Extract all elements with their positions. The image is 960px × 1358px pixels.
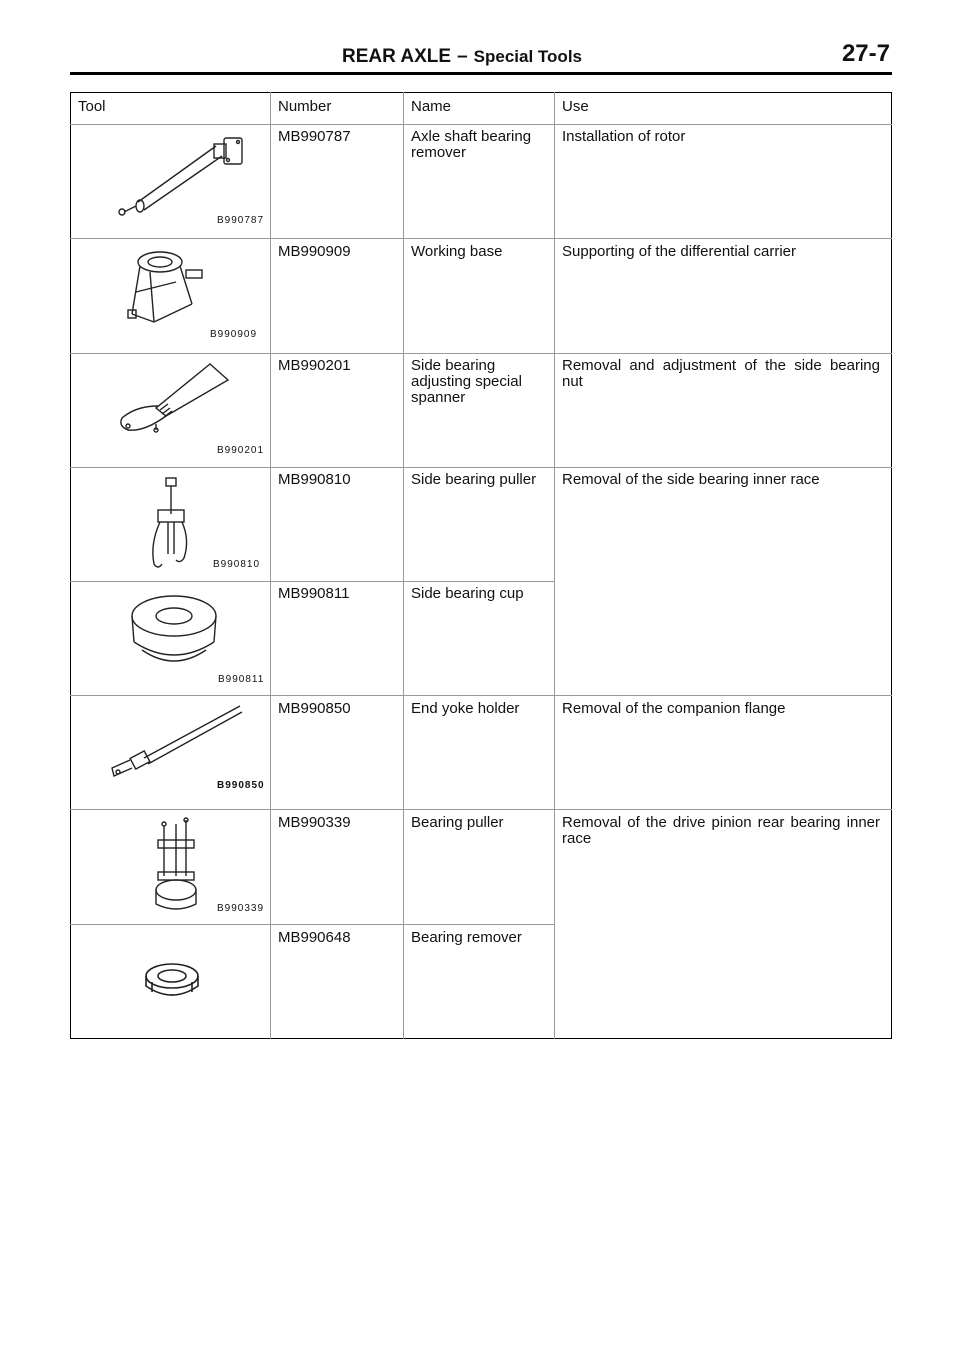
tool-number: MB990909 — [278, 243, 351, 260]
tool-use: Removal and adjustment of the side bearing nut — [562, 357, 880, 390]
page-number: 27-7 — [841, 40, 890, 67]
row-divider — [70, 467, 892, 468]
tool-number: MB990201 — [278, 357, 351, 374]
bearing-remover-icon — [142, 960, 202, 1004]
row-divider — [70, 809, 892, 810]
page-header — [70, 40, 892, 75]
tool-use: Removal of the companion flange — [562, 700, 786, 717]
bearing-cup-icon — [126, 592, 222, 672]
end-yoke-holder-icon — [104, 702, 244, 782]
tool-name: Working base — [411, 243, 503, 260]
tool-use: Removal of the side bearing inner race — [562, 471, 820, 488]
side-bearing-puller-icon — [146, 474, 206, 574]
tool-code-label: B990339 — [217, 903, 265, 914]
tool-code-label: B990811 — [218, 674, 265, 685]
column-header-use: Use — [562, 98, 589, 115]
tool-name: Side bearing puller — [411, 471, 537, 488]
tool-code-label: B990909 — [210, 329, 258, 340]
column-divider — [554, 92, 555, 1039]
tool-use: Removal of the drive pinion rear bearing inner race — [562, 814, 880, 847]
tool-number: MB990850 — [278, 700, 351, 717]
spanner-icon — [110, 360, 234, 440]
tool-number: MB990811 — [278, 585, 350, 602]
working-base-icon — [120, 244, 220, 334]
tool-number: MB990787 — [278, 128, 351, 145]
row-divider — [70, 124, 892, 125]
column-divider — [403, 92, 404, 1039]
tool-name: Bearing puller — [411, 814, 504, 831]
tool-number: MB990339 — [278, 814, 351, 831]
row-divider — [70, 581, 554, 582]
special-tools-table — [70, 92, 892, 1039]
tool-name: End yoke holder — [411, 700, 520, 717]
tool-code-label: B990201 — [217, 445, 265, 456]
section-subtitle: Special Tools — [473, 47, 582, 66]
tool-code-label: B990850 — [217, 780, 265, 791]
row-divider — [70, 924, 554, 925]
title-dash: – — [457, 46, 468, 67]
tool-name: Side bearing cup — [411, 585, 524, 602]
column-header-tool: Tool — [78, 98, 106, 115]
row-divider — [70, 353, 892, 354]
tool-code-label: B990787 — [217, 215, 265, 226]
column-divider — [270, 92, 271, 1039]
column-header-name: Name — [411, 98, 452, 115]
bearing-puller-icon — [150, 816, 210, 916]
tool-name: Side bearing adjusting special spanner — [411, 357, 522, 406]
tool-code-label: B990810 — [213, 559, 261, 570]
tool-number: MB990648 — [278, 929, 351, 946]
page-title — [342, 46, 582, 68]
axle-shaft-bearing-remover-icon — [110, 132, 250, 224]
column-header-number: Number — [278, 98, 332, 115]
row-divider — [70, 695, 892, 696]
tool-name: Bearing remover — [411, 929, 522, 946]
tool-use: Supporting of the differential carrier — [562, 243, 797, 260]
tool-name: Axle shaft bearing remover — [411, 128, 532, 161]
tool-number: MB990810 — [278, 471, 351, 488]
section-title: REAR AXLE — [342, 46, 452, 67]
row-divider — [70, 238, 892, 239]
tool-use: Installation of rotor — [562, 128, 686, 145]
